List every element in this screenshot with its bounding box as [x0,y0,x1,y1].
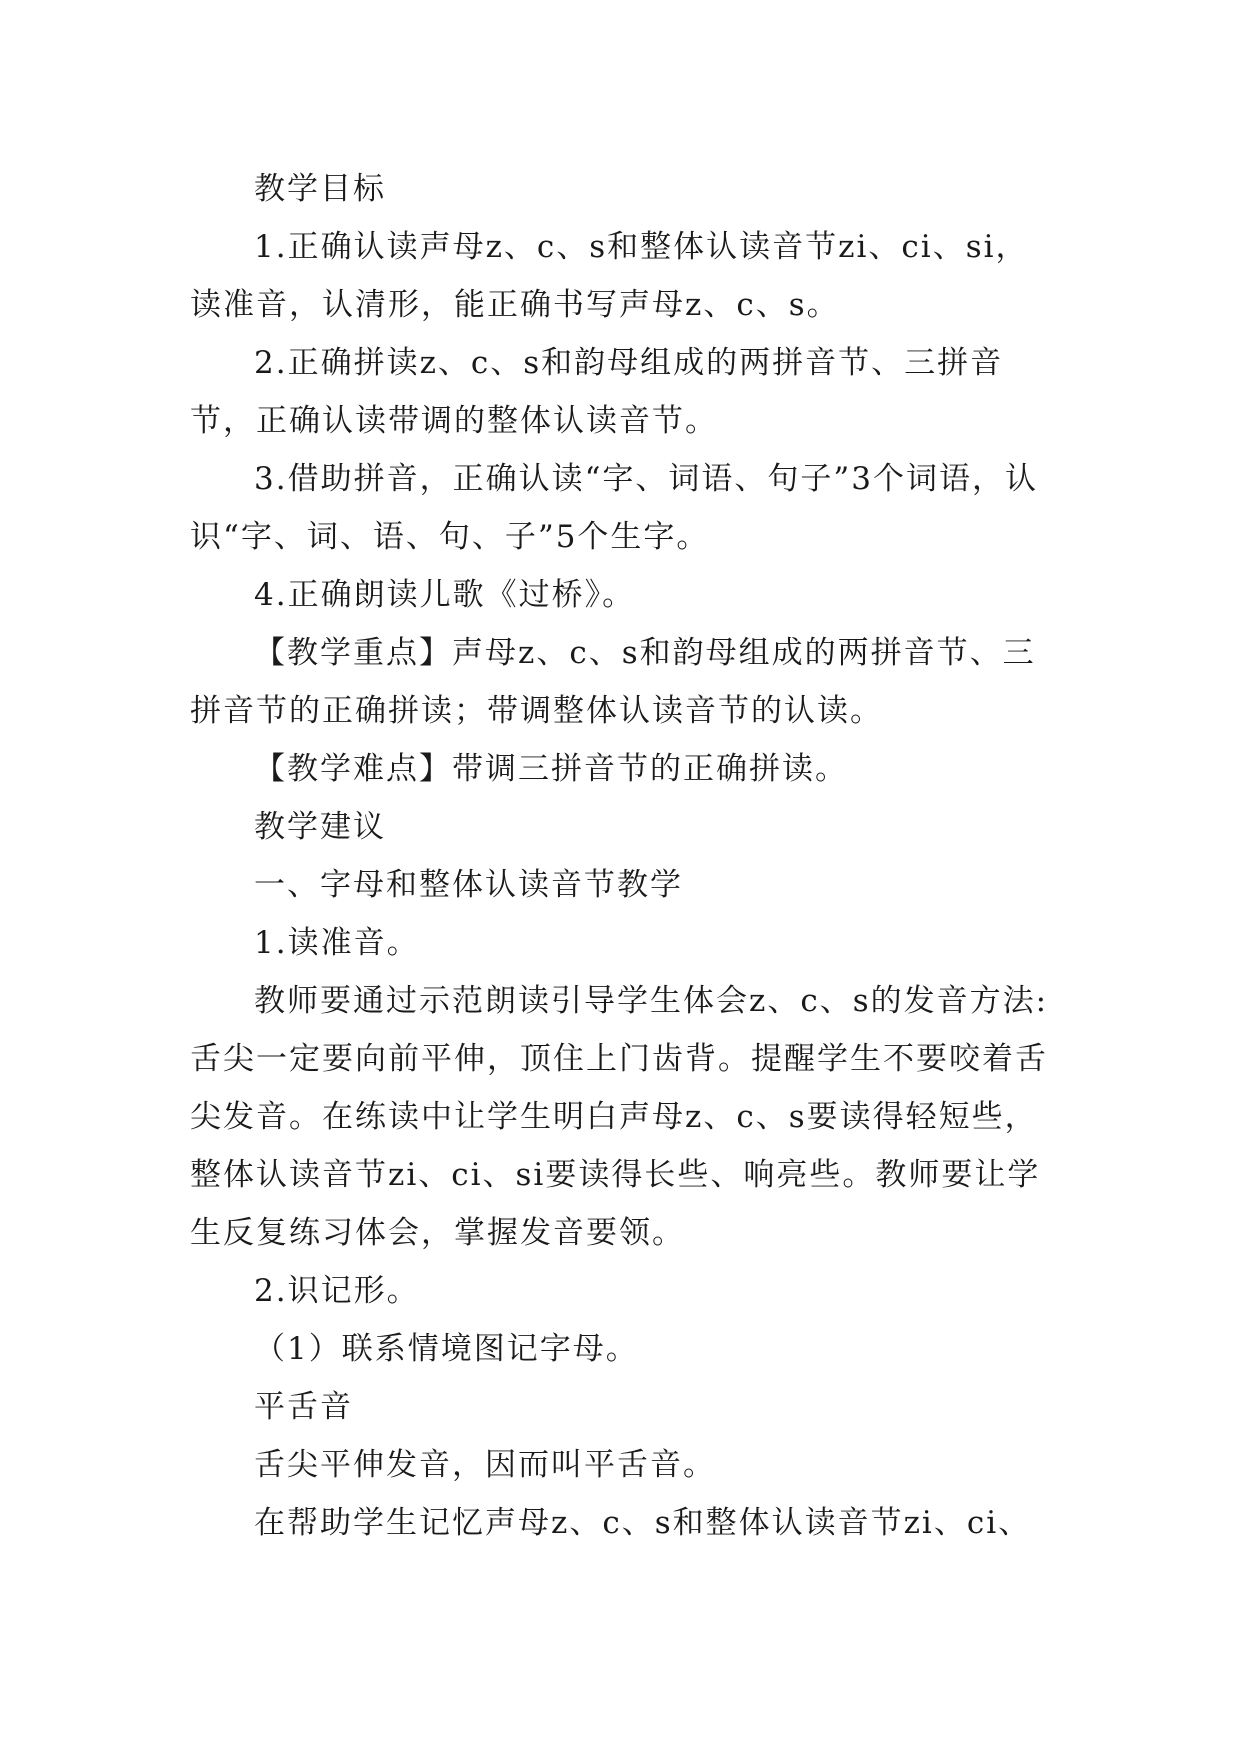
document-body [190,160,1060,1552]
subheading-shape: 2.识记形。 [254,1273,420,1309]
goal-item-1: 1.正确认读声母z、c、s和整体认读音节zi、ci、si，读准音，认清形，能正确书写声母z、c、s。 [190,229,1029,323]
goal-item-3: 3.借助拼音，正确认读“字、词语、句子”3个词语，认识“字、词、语、句、子”5个生字。 [190,461,1038,555]
section-heading-letters: 一、字母和整体认读音节教学 [254,867,683,903]
goal-item-2: 2.正确拼读z、c、s和韵母组成的两拼音节、三拼音节，正确认读带调的整体认读音节。 [190,345,1004,439]
goal-item-4: 4.正确朗读儿歌《过桥》。 [254,577,636,613]
pronunciation-paragraph: 教师要通过示范朗读引导学生体会z、c、s的发音方法:舌尖一定要向前平伸，顶住上门齿背。提醒学生不要咬着舌尖发音。在练读中让学生明白声母z、c、s要读得轻短些，整体认读音节zi、ci、si要读得长些、响亮些。教师要让学生反复练习体会，掌握发音要领。 [190,983,1049,1251]
shape-item-1: （1）联系情境图记字母。 [254,1331,639,1367]
subheading-pronunciation: 1.读准音。 [254,925,420,961]
heading-teaching-suggestions: 教学建议 [254,809,386,845]
flat-tongue-label: 平舌音 [254,1389,353,1425]
heading-teaching-goals: 教学目标 [254,171,386,207]
teaching-key-points: 【教学重点】声母z、c、s和韵母组成的两拼音节、三拼音节的正确拼读；带调整体认读音节的认读。 [190,635,1036,729]
flat-tongue-explanation: 舌尖平伸发音，因而叫平舌音。 [254,1447,716,1483]
memory-paragraph: 在帮助学生记忆声母z、c、s和整体认读音节zi、ci、 [254,1505,1032,1541]
teaching-difficulties: 【教学难点】带调三拼音节的正确拼读。 [254,751,848,787]
